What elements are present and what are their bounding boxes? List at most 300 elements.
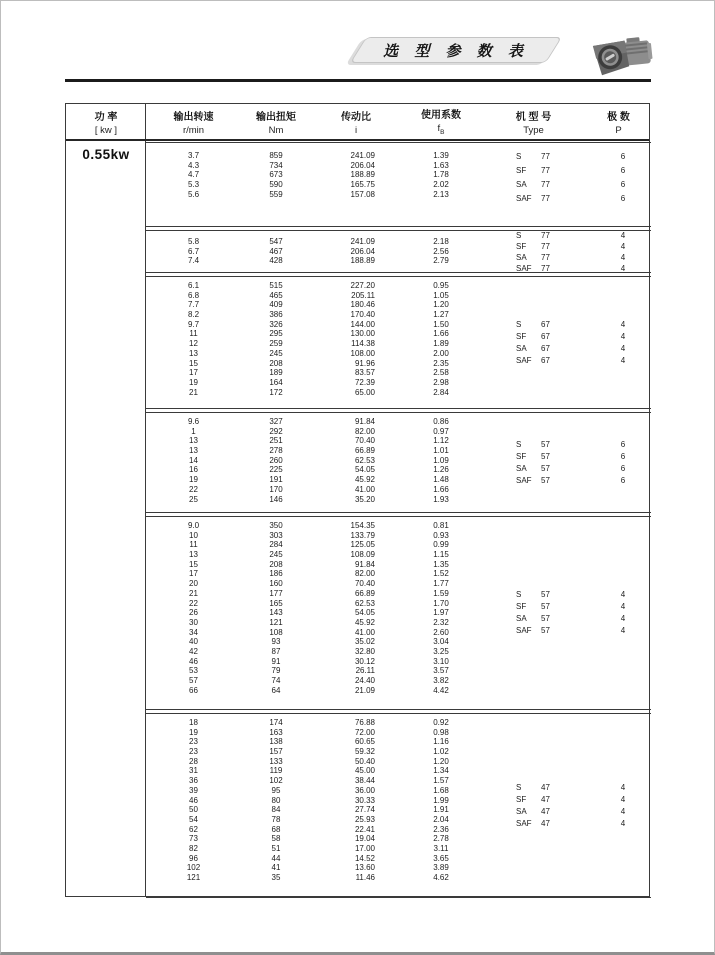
speed-cell: 13	[189, 348, 198, 358]
ratio-cell: 170.40	[350, 310, 375, 320]
service-factor-cell: 1.02	[433, 747, 449, 757]
table-row	[146, 417, 651, 427]
speed-cell: 57	[189, 676, 198, 685]
ratio-cell: 72.39	[354, 377, 375, 387]
header-ratio: 传动比 i	[341, 111, 371, 136]
table-row	[146, 873, 651, 883]
torque-cell: 121	[269, 617, 283, 627]
torque-cell: 44	[271, 853, 281, 863]
torque-cell: 177	[269, 588, 283, 598]
model-prefix: S	[516, 782, 522, 792]
model-line	[516, 782, 650, 794]
service-factor-cell: 0.92	[433, 718, 449, 727]
service-factor-cell: 1.27	[433, 310, 449, 320]
ratio-cell: 76.88	[354, 718, 375, 727]
ratio-cell: 125.05	[350, 540, 375, 550]
ratio-cell: 62.53	[354, 455, 375, 465]
service-factor-cell: 2.32	[433, 617, 449, 627]
speed-cell: 9.7	[187, 319, 200, 329]
model-line	[516, 794, 650, 806]
service-factor-cell: 3.89	[433, 863, 449, 873]
model-line	[516, 439, 650, 451]
model-line	[516, 601, 650, 613]
service-factor-cell: 2.98	[433, 377, 449, 387]
speed-cell: 4.3	[187, 160, 200, 170]
speed-cell: 20	[189, 579, 198, 589]
speed-cell: 9.0	[187, 521, 200, 530]
model-line	[516, 150, 650, 164]
speed-cell: 5.3	[187, 180, 200, 190]
model-prefix: SA	[516, 252, 527, 262]
header-service-factor: 使用系数 $f_B$	[421, 110, 461, 137]
model-size: 47	[541, 806, 550, 816]
poles-value: 4	[620, 241, 626, 251]
table-row	[146, 368, 651, 378]
service-factor-cell: 3.82	[433, 676, 449, 685]
speed-cell: 82	[189, 843, 198, 853]
poles-value: 4	[620, 331, 626, 341]
service-factor-cell: 2.78	[433, 834, 449, 844]
torque-cell: 303	[269, 530, 283, 540]
torque-cell: 41	[271, 863, 281, 873]
torque-cell: 119	[269, 766, 283, 776]
torque-cell: 350	[269, 521, 283, 530]
ratio-cell: 19.04	[354, 834, 375, 844]
service-factor-cell: 3.04	[433, 637, 449, 647]
speed-cell: 17	[189, 569, 198, 579]
model-prefix: SF	[516, 794, 527, 804]
model-size: 77	[541, 194, 550, 203]
model-list	[516, 150, 650, 206]
ratio-cell: 66.89	[354, 446, 375, 456]
service-factor-cell: 1.78	[433, 170, 449, 180]
model-size: 77	[541, 180, 550, 189]
service-factor-cell: 1.57	[433, 776, 449, 786]
table-row	[146, 281, 651, 291]
service-factor-cell: 2.04	[433, 814, 449, 824]
poles-value: 6	[620, 475, 626, 485]
poles-value: 6	[620, 194, 626, 203]
model-size: 77	[541, 263, 550, 273]
model-line	[516, 230, 650, 241]
torque-cell: 157	[269, 747, 283, 757]
service-factor-cell: 1.12	[433, 436, 449, 446]
model-size: 67	[541, 331, 550, 341]
ratio-cell: 30.33	[354, 795, 375, 805]
parameter-group	[146, 276, 651, 409]
model-line	[516, 331, 650, 343]
service-factor-cell: 1.91	[433, 805, 449, 815]
header-poles: 极 数 P	[607, 111, 630, 136]
poles-value: 4	[620, 818, 626, 828]
ratio-cell: 36.00	[354, 785, 375, 795]
service-factor-cell: 0.81	[433, 521, 449, 530]
torque-cell: 245	[269, 550, 283, 560]
service-factor-cell: 2.18	[433, 237, 449, 246]
speed-cell: 34	[189, 627, 198, 637]
model-size: 57	[541, 439, 550, 449]
torque-cell: 138	[269, 737, 283, 747]
speed-cell: 28	[189, 756, 198, 766]
parameter-group	[146, 230, 651, 273]
table-row	[146, 427, 651, 437]
torque-cell: 74	[271, 676, 281, 685]
poles-value: 4	[620, 602, 626, 611]
torque-cell: 327	[269, 417, 283, 426]
table-row	[146, 550, 651, 560]
service-factor-cell: 1.05	[433, 290, 449, 300]
ratio-cell: 144.00	[350, 319, 375, 329]
model-prefix: SF	[516, 241, 527, 251]
service-factor-cell: 2.35	[433, 358, 449, 368]
torque-cell: 515	[269, 281, 283, 290]
speed-cell: 102	[186, 863, 201, 873]
poles-value: 6	[620, 451, 626, 461]
table-row	[146, 569, 651, 579]
torque-cell: 102	[269, 776, 283, 786]
service-factor-cell: 1.15	[433, 550, 449, 560]
ratio-cell: 108.00	[350, 348, 375, 358]
service-factor-cell: 2.36	[433, 824, 449, 834]
torque-cell: 590	[269, 180, 283, 190]
table-row	[146, 737, 651, 747]
speed-cell: 17	[189, 368, 198, 378]
ratio-cell: 59.32	[354, 747, 375, 757]
speed-cell: 7.7	[187, 300, 200, 310]
model-size: 57	[541, 463, 550, 473]
ratio-cell: 60.65	[354, 737, 375, 747]
speed-cell: 21	[189, 387, 198, 397]
service-factor-cell: 1.70	[433, 598, 449, 608]
torque-cell: 284	[269, 540, 283, 550]
speed-cell: 40	[189, 637, 198, 647]
service-factor-cell: 2.58	[433, 368, 449, 378]
table-row	[146, 757, 651, 767]
torque-cell: 467	[269, 246, 283, 256]
torque-cell: 245	[269, 348, 283, 358]
selection-parameter-table	[65, 103, 650, 897]
ratio-cell: 227.20	[350, 281, 375, 290]
table-row	[146, 495, 651, 505]
service-factor-cell: 1.52	[433, 569, 449, 579]
service-factor-cell: 1.89	[433, 339, 449, 349]
table-row	[146, 657, 651, 667]
ratio-cell: 65.00	[354, 387, 375, 397]
ratio-cell: 91.96	[354, 358, 375, 368]
ratio-cell: 62.53	[354, 598, 375, 608]
ratio-cell: 241.09	[350, 151, 375, 160]
speed-cell: 18	[189, 718, 198, 727]
speed-cell: 5.8	[187, 237, 200, 246]
torque-cell: 465	[269, 290, 283, 300]
speed-cell: 19	[189, 475, 198, 485]
ratio-cell: 17.00	[354, 843, 375, 853]
model-size: 77	[541, 230, 550, 240]
speed-cell: 50	[189, 805, 198, 815]
service-factor-cell: 1.93	[433, 494, 449, 504]
service-factor-cell: 3.57	[433, 666, 449, 676]
model-size: 77	[541, 241, 550, 251]
model-line	[516, 806, 650, 818]
model-size: 57	[541, 451, 550, 461]
torque-cell: 734	[269, 160, 283, 170]
torque-cell: 208	[269, 559, 283, 569]
torque-cell: 260	[269, 455, 283, 465]
header-type: 机 型 号 Type	[515, 111, 552, 136]
model-line	[516, 451, 650, 463]
speed-cell: 15	[189, 358, 198, 368]
speed-cell: 7.4	[187, 256, 200, 266]
torque-cell: 409	[269, 300, 283, 310]
speed-cell: 96	[189, 853, 198, 863]
speed-cell: 23	[189, 747, 198, 757]
torque-cell: 295	[269, 329, 283, 339]
poles-value: 4	[620, 343, 626, 353]
poles-value: 4	[620, 626, 626, 635]
torque-cell: 673	[269, 170, 283, 180]
ratio-cell: 70.40	[354, 436, 375, 446]
torque-cell: 68	[271, 824, 281, 834]
model-size: 77	[541, 166, 550, 175]
model-prefix: SF	[516, 602, 527, 611]
ratio-cell: 154.35	[350, 521, 375, 530]
speed-cell: 13	[189, 446, 198, 456]
torque-cell: 326	[269, 319, 283, 329]
ratio-cell: 54.05	[354, 465, 375, 475]
speed-cell: 16	[189, 465, 198, 475]
ratio-cell: 205.11	[351, 290, 375, 300]
ratio-cell: 26.11	[355, 666, 375, 676]
torque-cell: 64	[271, 685, 281, 695]
torque-cell: 259	[269, 339, 283, 349]
model-prefix: SAF	[516, 818, 532, 828]
service-factor-cell: 1.59	[433, 588, 449, 598]
table-row	[146, 834, 651, 844]
table-row	[146, 854, 651, 864]
speed-cell: 14	[189, 455, 198, 465]
model-line	[516, 241, 650, 252]
poles-value: 6	[620, 439, 626, 449]
model-size: 47	[541, 794, 550, 804]
model-prefix: SAF	[516, 626, 532, 635]
ratio-cell: 35.20	[354, 494, 375, 504]
ratio-cell: 72.00	[354, 727, 375, 737]
ratio-cell: 41.00	[354, 484, 375, 494]
service-factor-cell: 2.60	[433, 627, 449, 637]
gearmotor-icon	[590, 33, 654, 78]
torque-cell: 79	[271, 666, 281, 676]
torque-cell: 91	[271, 656, 281, 666]
torque-cell: 172	[269, 387, 283, 397]
ratio-cell: 22.41	[354, 824, 375, 834]
ratio-cell: 13.60	[354, 863, 375, 873]
speed-cell: 66	[189, 685, 198, 695]
service-factor-cell: 1.77	[433, 579, 449, 589]
power-value: 0.55kw	[82, 147, 130, 162]
table-row	[146, 728, 651, 738]
speed-cell: 12	[189, 339, 198, 349]
service-factor-cell: 1.63	[433, 160, 449, 170]
model-prefix: SA	[516, 343, 527, 353]
model-line	[516, 475, 650, 487]
table-row	[146, 844, 651, 854]
torque-cell: 78	[271, 814, 281, 824]
speed-cell: 30	[189, 617, 198, 627]
speed-cell: 19	[189, 727, 198, 737]
speed-cell: 10	[189, 530, 198, 540]
speed-cell: 4.7	[187, 170, 200, 180]
torque-cell: 189	[269, 368, 283, 378]
poles-value: 6	[620, 152, 626, 161]
model-list	[516, 319, 650, 367]
torque-cell: 186	[269, 569, 283, 579]
torque-cell: 191	[269, 475, 283, 485]
model-size: 57	[541, 602, 550, 611]
speed-cell: 26	[189, 608, 198, 618]
table-row	[146, 676, 651, 686]
ratio-cell: 66.89	[354, 588, 375, 598]
table-row	[146, 579, 651, 589]
torque-cell: 35	[271, 873, 281, 882]
ratio-cell: 188.89	[350, 170, 375, 180]
service-factor-cell: 3.25	[433, 646, 449, 656]
torque-cell: 164	[269, 377, 283, 387]
poles-value: 4	[620, 230, 626, 240]
service-factor-cell: 2.00	[433, 348, 449, 358]
service-factor-cell: 2.84	[433, 387, 449, 397]
speed-cell: 54	[189, 814, 198, 824]
table-row	[146, 291, 651, 301]
model-prefix: SAF	[516, 355, 532, 365]
service-factor-cell: 1.35	[433, 559, 449, 569]
torque-cell: 87	[271, 646, 281, 656]
service-factor-cell: 1.01	[433, 446, 449, 456]
speed-cell: 25	[189, 494, 198, 504]
table-row	[146, 863, 651, 873]
poles-value: 4	[620, 782, 626, 792]
model-size: 67	[541, 319, 550, 329]
model-size: 57	[541, 590, 550, 599]
poles-value: 4	[620, 794, 626, 804]
ratio-cell: 45.92	[354, 617, 375, 627]
torque-cell: 386	[269, 310, 283, 320]
service-factor-cell: 0.86	[433, 417, 449, 426]
model-line	[516, 625, 650, 637]
model-prefix: SAF	[516, 194, 532, 203]
speed-cell: 6.7	[187, 246, 200, 256]
model-size: 77	[541, 252, 550, 262]
poles-value: 4	[620, 263, 626, 273]
ratio-cell: 91.84	[354, 417, 375, 426]
ratio-cell: 54.05	[354, 608, 375, 618]
header-power: 功 率 [ kw ]	[94, 111, 118, 136]
table-row	[146, 666, 651, 676]
model-prefix: SF	[516, 451, 527, 461]
header-rule	[65, 79, 651, 82]
ratio-cell: 14.52	[354, 853, 375, 863]
speed-cell: 21	[189, 588, 198, 598]
service-factor-cell: 2.79	[433, 256, 449, 266]
model-line	[516, 463, 650, 475]
torque-cell: 278	[269, 446, 283, 456]
speed-cell: 31	[189, 766, 198, 776]
torque-cell: 84	[271, 805, 281, 815]
model-line	[516, 818, 650, 830]
ratio-cell: 206.04	[350, 160, 375, 170]
service-factor-cell: 1.48	[433, 475, 449, 485]
ratio-cell: 241.09	[350, 237, 375, 246]
ratio-cell: 32.80	[354, 646, 375, 656]
model-prefix: SA	[516, 180, 527, 189]
poles-value: 4	[620, 252, 626, 262]
speed-cell: 62	[189, 824, 198, 834]
speed-cell: 19	[189, 377, 198, 387]
service-factor-cell: 0.93	[433, 530, 449, 540]
table-row	[146, 300, 651, 310]
service-factor-cell: 1.20	[433, 300, 449, 310]
speed-cell: 8.2	[187, 310, 200, 320]
model-list	[516, 589, 650, 637]
speed-cell: 46	[189, 656, 198, 666]
speed-cell: 39	[189, 785, 198, 795]
speed-cell: 3.7	[187, 151, 200, 160]
header-output-speed: 输出转速 r/min	[173, 111, 214, 136]
torque-cell: 51	[271, 843, 281, 853]
speed-cell: 6.8	[187, 290, 200, 300]
service-factor-cell: 4.42	[433, 685, 449, 695]
table-row	[146, 560, 651, 570]
table-row	[146, 747, 651, 757]
model-line	[516, 343, 650, 355]
speed-cell: 9.6	[187, 417, 200, 426]
parameter-group	[146, 412, 651, 513]
service-factor-cell: 2.02	[433, 180, 449, 190]
table-header	[66, 104, 649, 141]
torque-cell: 163	[269, 727, 283, 737]
model-line	[516, 355, 650, 367]
speed-cell: 121	[186, 873, 201, 882]
service-factor-cell: 0.98	[433, 727, 449, 737]
model-prefix: SAF	[516, 475, 532, 485]
table-row	[146, 540, 651, 550]
poles-value: 4	[620, 319, 626, 329]
model-list	[516, 230, 650, 274]
ratio-cell: 25.93	[354, 814, 375, 824]
model-prefix: S	[516, 230, 522, 240]
torque-cell: 108	[269, 627, 283, 637]
torque-cell: 95	[271, 785, 281, 795]
service-factor-cell: 1.50	[433, 319, 449, 329]
service-factor-cell: 1.09	[433, 455, 449, 465]
service-factor-cell: 1.39	[433, 151, 449, 160]
torque-cell: 170	[269, 484, 283, 494]
ratio-cell: 45.00	[354, 766, 375, 776]
ratio-cell: 114.38	[351, 339, 375, 349]
torque-cell: 80	[271, 795, 281, 805]
model-size: 57	[541, 614, 550, 623]
torque-cell: 428	[269, 256, 283, 266]
poles-value: 6	[620, 180, 626, 189]
model-prefix: SF	[516, 166, 527, 175]
poles-value: 6	[620, 166, 626, 175]
torque-cell: 143	[269, 608, 283, 618]
model-prefix: SAF	[516, 263, 532, 273]
poles-value: 4	[620, 590, 626, 599]
speed-cell: 1	[191, 426, 196, 436]
table-row	[146, 531, 651, 541]
ratio-cell: 35.02	[354, 637, 375, 647]
model-line	[516, 252, 650, 263]
